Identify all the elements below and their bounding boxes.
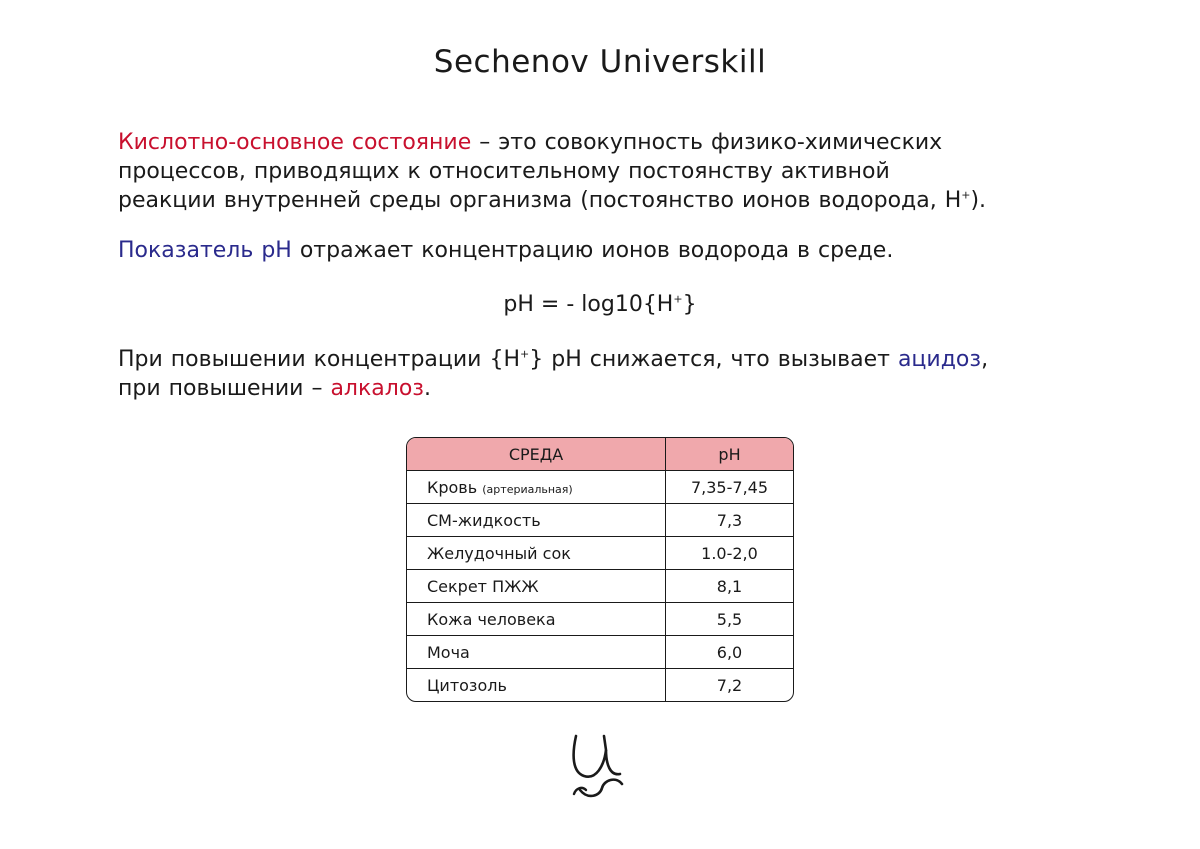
table-row <box>407 669 793 702</box>
definition-text-1: – это совокупность физико-химических <box>471 130 943 155</box>
definition-text-4: ). <box>970 188 987 213</box>
page-title: Sechenov Universkill <box>433 44 767 80</box>
acidosis-text-2: } рН снижается, что вызывает <box>529 347 898 372</box>
row-value: 7,2 <box>666 669 794 702</box>
definition-text-3: реакции внутренней среды организма (постоянство ионов водорода, H <box>118 188 962 213</box>
header-ph: рН <box>666 438 794 471</box>
row-note: (артериальная) <box>482 482 573 496</box>
row-name: Секрет ПЖЖ <box>407 570 666 603</box>
term-ph: Показатель рН <box>118 238 292 263</box>
row-name: Желудочный сок <box>407 537 666 570</box>
table-row <box>407 603 793 636</box>
definition-text-2: процессов, приводящих к относительному постоянству активной <box>118 159 890 184</box>
paragraph-acidosis <box>118 345 1098 403</box>
row-value: 7,35-7,45 <box>666 471 794 504</box>
table-row <box>407 636 793 669</box>
acidosis-superscript: + <box>520 347 530 361</box>
row-name-text: Кровь <box>427 477 478 497</box>
plus-superscript: + <box>961 188 971 202</box>
paragraph-definition <box>118 128 1098 215</box>
term-acidosis: ацидоз <box>897 347 982 372</box>
table-header-row <box>407 438 793 471</box>
row-name: СМ-жидкость <box>407 504 666 537</box>
us-monogram-logo <box>566 728 636 804</box>
row-name: Кожа человека <box>407 603 666 636</box>
table-row <box>407 504 793 537</box>
alkalosis-period: . <box>424 376 431 401</box>
alkalosis-text-1: при повышении – <box>118 376 331 401</box>
ph-text: отражает концентрацию ионов водорода в среде. <box>291 238 894 263</box>
logo-icon <box>566 728 636 804</box>
row-value: 6,0 <box>666 636 794 669</box>
table-row <box>407 537 793 570</box>
formula-text-1: рН = - log10{H <box>503 292 674 317</box>
row-value: 5,5 <box>666 603 794 636</box>
row-value: 8,1 <box>666 570 794 603</box>
ph-formula <box>0 292 1200 317</box>
formula-superscript: + <box>673 292 683 306</box>
row-name: Моча <box>407 636 666 669</box>
row-value: 1.0-2,0 <box>666 537 794 570</box>
header-medium: СРЕДА <box>407 438 666 471</box>
term-alkalosis: алкалоз <box>330 376 424 401</box>
acidosis-comma: , <box>981 347 989 372</box>
formula-text-2: } <box>682 292 697 317</box>
ph-table <box>406 437 794 702</box>
row-value: 7,3 <box>666 504 794 537</box>
row-name <box>407 471 666 504</box>
term-acid-base-state: Кислотно-основное состояние <box>118 130 472 155</box>
table-row <box>407 570 793 603</box>
acidosis-text-1: При повышении концентрации {H <box>118 347 521 372</box>
row-name: Цитозоль <box>407 669 666 702</box>
paragraph-ph <box>118 236 1098 265</box>
table-row <box>407 471 793 504</box>
